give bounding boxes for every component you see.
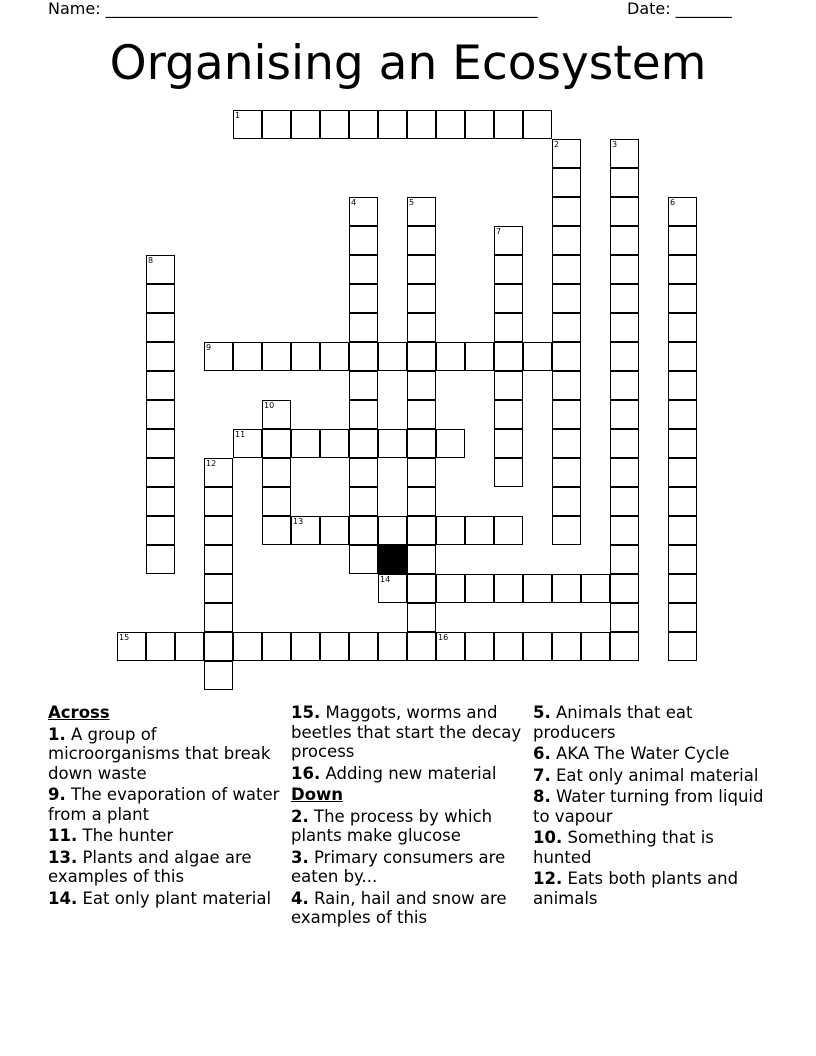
crossword-cell[interactable] bbox=[349, 313, 378, 342]
crossword-cell[interactable] bbox=[407, 458, 436, 487]
crossword-cell[interactable] bbox=[407, 197, 436, 226]
crossword-cell[interactable] bbox=[436, 429, 465, 458]
crossword-cell[interactable] bbox=[668, 574, 697, 603]
crossword-cell[interactable] bbox=[204, 603, 233, 632]
crossword-cell[interactable] bbox=[552, 168, 581, 197]
crossword-cell[interactable] bbox=[610, 197, 639, 226]
crossword-cell[interactable] bbox=[610, 487, 639, 516]
crossword-cell[interactable] bbox=[407, 110, 436, 139]
crossword-cell[interactable] bbox=[204, 545, 233, 574]
clue-number: 5 bbox=[409, 198, 415, 207]
crossword-cell[interactable] bbox=[610, 168, 639, 197]
crossword-cell[interactable] bbox=[407, 429, 436, 458]
crossword-cell[interactable] bbox=[668, 313, 697, 342]
crossword-cell[interactable] bbox=[552, 197, 581, 226]
clue-number: 11 bbox=[235, 430, 246, 439]
crossword-cell[interactable] bbox=[378, 429, 407, 458]
crossword-cell[interactable] bbox=[407, 226, 436, 255]
crossword-cell[interactable] bbox=[407, 255, 436, 284]
crossword-cell[interactable] bbox=[204, 661, 233, 690]
crossword-cell[interactable] bbox=[494, 226, 523, 255]
crossword-cell[interactable] bbox=[291, 342, 320, 371]
crossword-cell[interactable] bbox=[378, 516, 407, 545]
crossword-cell[interactable] bbox=[581, 574, 610, 603]
crossword-cell[interactable] bbox=[552, 371, 581, 400]
crossword-cell[interactable] bbox=[610, 574, 639, 603]
crossword-cell[interactable] bbox=[146, 632, 175, 661]
crossword-cell[interactable] bbox=[668, 197, 697, 226]
crossword-cell[interactable] bbox=[552, 458, 581, 487]
crossword-cell[interactable] bbox=[552, 139, 581, 168]
crossword-cell[interactable] bbox=[610, 603, 639, 632]
crossword-cell[interactable] bbox=[610, 545, 639, 574]
clue-number: 9 bbox=[206, 343, 212, 352]
clue-number: 10 bbox=[264, 401, 275, 410]
crossword-cell[interactable] bbox=[175, 632, 204, 661]
clue-down-10: 10. Something that is hunted bbox=[533, 828, 714, 867]
crossword-cell[interactable] bbox=[610, 516, 639, 545]
crossword-cell[interactable] bbox=[320, 342, 349, 371]
crossword-cell[interactable] bbox=[494, 284, 523, 313]
clue-down-2: 2. The process by which plants make glucose bbox=[291, 806, 493, 845]
crossword-cell[interactable] bbox=[146, 516, 175, 545]
crossword-cell[interactable] bbox=[610, 400, 639, 429]
clue-number: 15 bbox=[119, 633, 130, 642]
crossword-cell[interactable] bbox=[610, 226, 639, 255]
clue-number: 16 bbox=[438, 633, 449, 642]
crossword-cell[interactable] bbox=[407, 284, 436, 313]
crossword-cell[interactable] bbox=[465, 516, 494, 545]
crossword-cell[interactable] bbox=[494, 632, 523, 661]
crossword-cell[interactable] bbox=[146, 313, 175, 342]
crossword-cell[interactable] bbox=[262, 110, 291, 139]
clue-down-5: 5. Animals that eat producers bbox=[533, 703, 693, 742]
crossword-cell[interactable] bbox=[349, 487, 378, 516]
clue-column-1 bbox=[48, 703, 284, 910]
crossword-cell[interactable] bbox=[349, 371, 378, 400]
crossword-cell[interactable] bbox=[610, 284, 639, 313]
clue-number: 14 bbox=[380, 575, 391, 584]
crossword-cell[interactable] bbox=[494, 574, 523, 603]
crossword-cell[interactable] bbox=[494, 342, 523, 371]
down-heading: Down bbox=[291, 785, 344, 804]
crossword-cell[interactable] bbox=[494, 458, 523, 487]
crossword-cell[interactable] bbox=[552, 487, 581, 516]
crossword-cell[interactable] bbox=[349, 284, 378, 313]
crossword-cell[interactable] bbox=[610, 371, 639, 400]
crossword-cell[interactable] bbox=[262, 342, 291, 371]
crossword-cell[interactable] bbox=[610, 255, 639, 284]
crossword-cell[interactable] bbox=[436, 342, 465, 371]
clue-down-4: 4. Rain, hail and snow are examples of this bbox=[291, 888, 507, 927]
crossword-cell[interactable] bbox=[349, 429, 378, 458]
crossword-cell[interactable] bbox=[407, 603, 436, 632]
crossword-cell[interactable] bbox=[407, 545, 436, 574]
crossword-cell[interactable] bbox=[436, 632, 465, 661]
crossword-cell[interactable] bbox=[233, 342, 262, 371]
crossword-cell[interactable] bbox=[407, 313, 436, 342]
clue-number: 8 bbox=[148, 256, 154, 265]
crossword-cell[interactable] bbox=[262, 429, 291, 458]
crossword-cell[interactable] bbox=[523, 632, 552, 661]
crossword-cell[interactable] bbox=[465, 574, 494, 603]
crossword-cell[interactable] bbox=[204, 632, 233, 661]
crossword-cell[interactable] bbox=[407, 400, 436, 429]
crossword-cell[interactable] bbox=[262, 516, 291, 545]
crossword-cell[interactable] bbox=[146, 429, 175, 458]
crossword-cell[interactable] bbox=[465, 342, 494, 371]
crossword-cell[interactable] bbox=[146, 371, 175, 400]
crossword-cell[interactable] bbox=[407, 487, 436, 516]
crossword-cell[interactable] bbox=[291, 429, 320, 458]
crossword-cell[interactable] bbox=[668, 429, 697, 458]
crossword-cell[interactable] bbox=[494, 371, 523, 400]
crossword-cell[interactable] bbox=[494, 313, 523, 342]
crossword-cell[interactable] bbox=[349, 342, 378, 371]
clue-across-9: 9. The evaporation of water from a plant bbox=[48, 785, 280, 824]
crossword-cell[interactable] bbox=[349, 197, 378, 226]
crossword-cell[interactable] bbox=[262, 400, 291, 429]
crossword-cell[interactable] bbox=[349, 110, 378, 139]
crossword-cell[interactable] bbox=[262, 632, 291, 661]
crossword-cell[interactable] bbox=[291, 516, 320, 545]
crossword-cell[interactable] bbox=[378, 632, 407, 661]
clue-number: 2 bbox=[554, 140, 560, 149]
crossword-cell[interactable] bbox=[610, 313, 639, 342]
crossword-cell[interactable] bbox=[407, 371, 436, 400]
clue-number: 3 bbox=[612, 140, 618, 149]
crossword-cell[interactable] bbox=[552, 255, 581, 284]
crossword-cell[interactable] bbox=[262, 458, 291, 487]
crossword-cell[interactable] bbox=[523, 574, 552, 603]
crossword-cell[interactable] bbox=[146, 487, 175, 516]
crossword-cell[interactable] bbox=[552, 313, 581, 342]
crossword-cell[interactable] bbox=[407, 516, 436, 545]
clue-down-7: 7. Eat only animal material bbox=[533, 765, 759, 785]
clue-down-3: 3. Primary consumers are eaten by... bbox=[291, 847, 506, 886]
crossword-cell[interactable] bbox=[523, 342, 552, 371]
crossword-cell[interactable] bbox=[320, 516, 349, 545]
name-field[interactable]: Name: ______________________________________________________ bbox=[48, 0, 538, 18]
crossword-cell[interactable] bbox=[146, 342, 175, 371]
crossword-cell[interactable] bbox=[233, 110, 262, 139]
crossword-cell[interactable] bbox=[378, 342, 407, 371]
crossword-cell[interactable] bbox=[378, 574, 407, 603]
clue-column-2 bbox=[291, 703, 523, 930]
crossword-cell[interactable] bbox=[117, 632, 146, 661]
crossword-cell[interactable] bbox=[552, 342, 581, 371]
across-heading: Across bbox=[48, 703, 110, 722]
crossword-cell[interactable] bbox=[552, 400, 581, 429]
page-title: Organising an Ecosystem bbox=[109, 36, 707, 91]
crossword-cell[interactable] bbox=[349, 516, 378, 545]
black-square bbox=[378, 545, 407, 574]
crossword-cell[interactable] bbox=[204, 516, 233, 545]
crossword-cell[interactable] bbox=[668, 342, 697, 371]
crossword-cell[interactable] bbox=[552, 632, 581, 661]
crossword-cell[interactable] bbox=[668, 516, 697, 545]
crossword-cell[interactable] bbox=[349, 458, 378, 487]
clue-down-8: 8. Water turning from liquid to vapour bbox=[533, 787, 764, 826]
crossword-cell[interactable] bbox=[668, 458, 697, 487]
crossword-cell[interactable] bbox=[436, 516, 465, 545]
crossword-cell[interactable] bbox=[668, 545, 697, 574]
crossword-cell[interactable] bbox=[494, 516, 523, 545]
clue-across-1: 1. A group of microorganisms that break down waste bbox=[48, 724, 271, 783]
crossword-cell[interactable] bbox=[610, 632, 639, 661]
clue-number: 6 bbox=[670, 198, 676, 207]
crossword-cell[interactable] bbox=[262, 487, 291, 516]
crossword-cell[interactable] bbox=[407, 342, 436, 371]
crossword-cell[interactable] bbox=[552, 429, 581, 458]
crossword-cell[interactable] bbox=[465, 632, 494, 661]
crossword-cell[interactable] bbox=[436, 110, 465, 139]
crossword-cell[interactable] bbox=[668, 603, 697, 632]
crossword-cell[interactable] bbox=[204, 574, 233, 603]
crossword-cell[interactable] bbox=[668, 632, 697, 661]
crossword-cell[interactable] bbox=[552, 284, 581, 313]
crossword-cell[interactable] bbox=[610, 139, 639, 168]
crossword-cell[interactable] bbox=[146, 255, 175, 284]
crossword-cell[interactable] bbox=[668, 400, 697, 429]
crossword-cell[interactable] bbox=[610, 458, 639, 487]
date-field[interactable]: Date: _______ bbox=[627, 0, 732, 18]
clue-across-14: 14. Eat only plant material bbox=[48, 888, 272, 908]
clue-across-15: 15. Maggots, worms and beetles that start the decay process bbox=[291, 703, 522, 761]
clue-number: 4 bbox=[351, 198, 357, 207]
crossword-cell[interactable] bbox=[552, 226, 581, 255]
crossword-cell[interactable] bbox=[494, 110, 523, 139]
crossword-cell[interactable] bbox=[233, 429, 262, 458]
crossword-cell[interactable] bbox=[436, 574, 465, 603]
crossword-cell[interactable] bbox=[320, 110, 349, 139]
crossword-cell[interactable] bbox=[668, 284, 697, 313]
crossword-cell[interactable] bbox=[291, 110, 320, 139]
crossword-cell[interactable] bbox=[146, 400, 175, 429]
clue-number: 1 bbox=[235, 111, 241, 120]
crossword-cell[interactable] bbox=[146, 284, 175, 313]
crossword-cell[interactable] bbox=[407, 574, 436, 603]
crossword-cell[interactable] bbox=[465, 110, 494, 139]
crossword-cell[interactable] bbox=[494, 255, 523, 284]
crossword-cell[interactable] bbox=[291, 632, 320, 661]
crossword-cell[interactable] bbox=[552, 516, 581, 545]
crossword-cell[interactable] bbox=[349, 545, 378, 574]
clue-column-3 bbox=[533, 703, 773, 910]
crossword-cell[interactable] bbox=[668, 371, 697, 400]
crossword-cell[interactable] bbox=[668, 255, 697, 284]
crossword-cell[interactable] bbox=[204, 487, 233, 516]
crossword-cell[interactable] bbox=[552, 574, 581, 603]
clue-number: 12 bbox=[206, 459, 217, 468]
crossword-cell[interactable] bbox=[349, 632, 378, 661]
clue-number: 7 bbox=[496, 227, 502, 236]
clue-across-11: 11. The hunter bbox=[48, 826, 174, 845]
clue-number: 13 bbox=[293, 517, 304, 526]
crossword-cell[interactable] bbox=[581, 632, 610, 661]
crossword-cell[interactable] bbox=[349, 255, 378, 284]
crossword-cell[interactable] bbox=[233, 632, 262, 661]
clue-down-12: 12. Eats both plants and animals bbox=[533, 869, 739, 908]
crossword-cell[interactable] bbox=[378, 110, 407, 139]
crossword-cell[interactable] bbox=[320, 429, 349, 458]
crossword-cell[interactable] bbox=[610, 429, 639, 458]
clue-across-16: 16. Adding new material bbox=[291, 763, 497, 783]
crossword-cell[interactable] bbox=[610, 342, 639, 371]
crossword-cell[interactable] bbox=[204, 458, 233, 487]
crossword-cell[interactable] bbox=[349, 400, 378, 429]
crossword-cell[interactable] bbox=[146, 545, 175, 574]
clue-across-13: 13. Plants and algae are examples of this bbox=[48, 847, 252, 886]
crossword-cell[interactable] bbox=[494, 400, 523, 429]
clue-down-6: 6. AKA The Water Cycle bbox=[533, 744, 730, 763]
crossword-cell[interactable] bbox=[146, 458, 175, 487]
crossword-cell[interactable] bbox=[523, 110, 552, 139]
crossword-cell[interactable] bbox=[320, 632, 349, 661]
crossword-cell[interactable] bbox=[494, 429, 523, 458]
crossword-cell[interactable] bbox=[349, 226, 378, 255]
crossword-cell[interactable] bbox=[668, 487, 697, 516]
crossword-cell[interactable] bbox=[668, 226, 697, 255]
crossword-cell[interactable] bbox=[204, 342, 233, 371]
crossword-cell[interactable] bbox=[407, 632, 436, 661]
